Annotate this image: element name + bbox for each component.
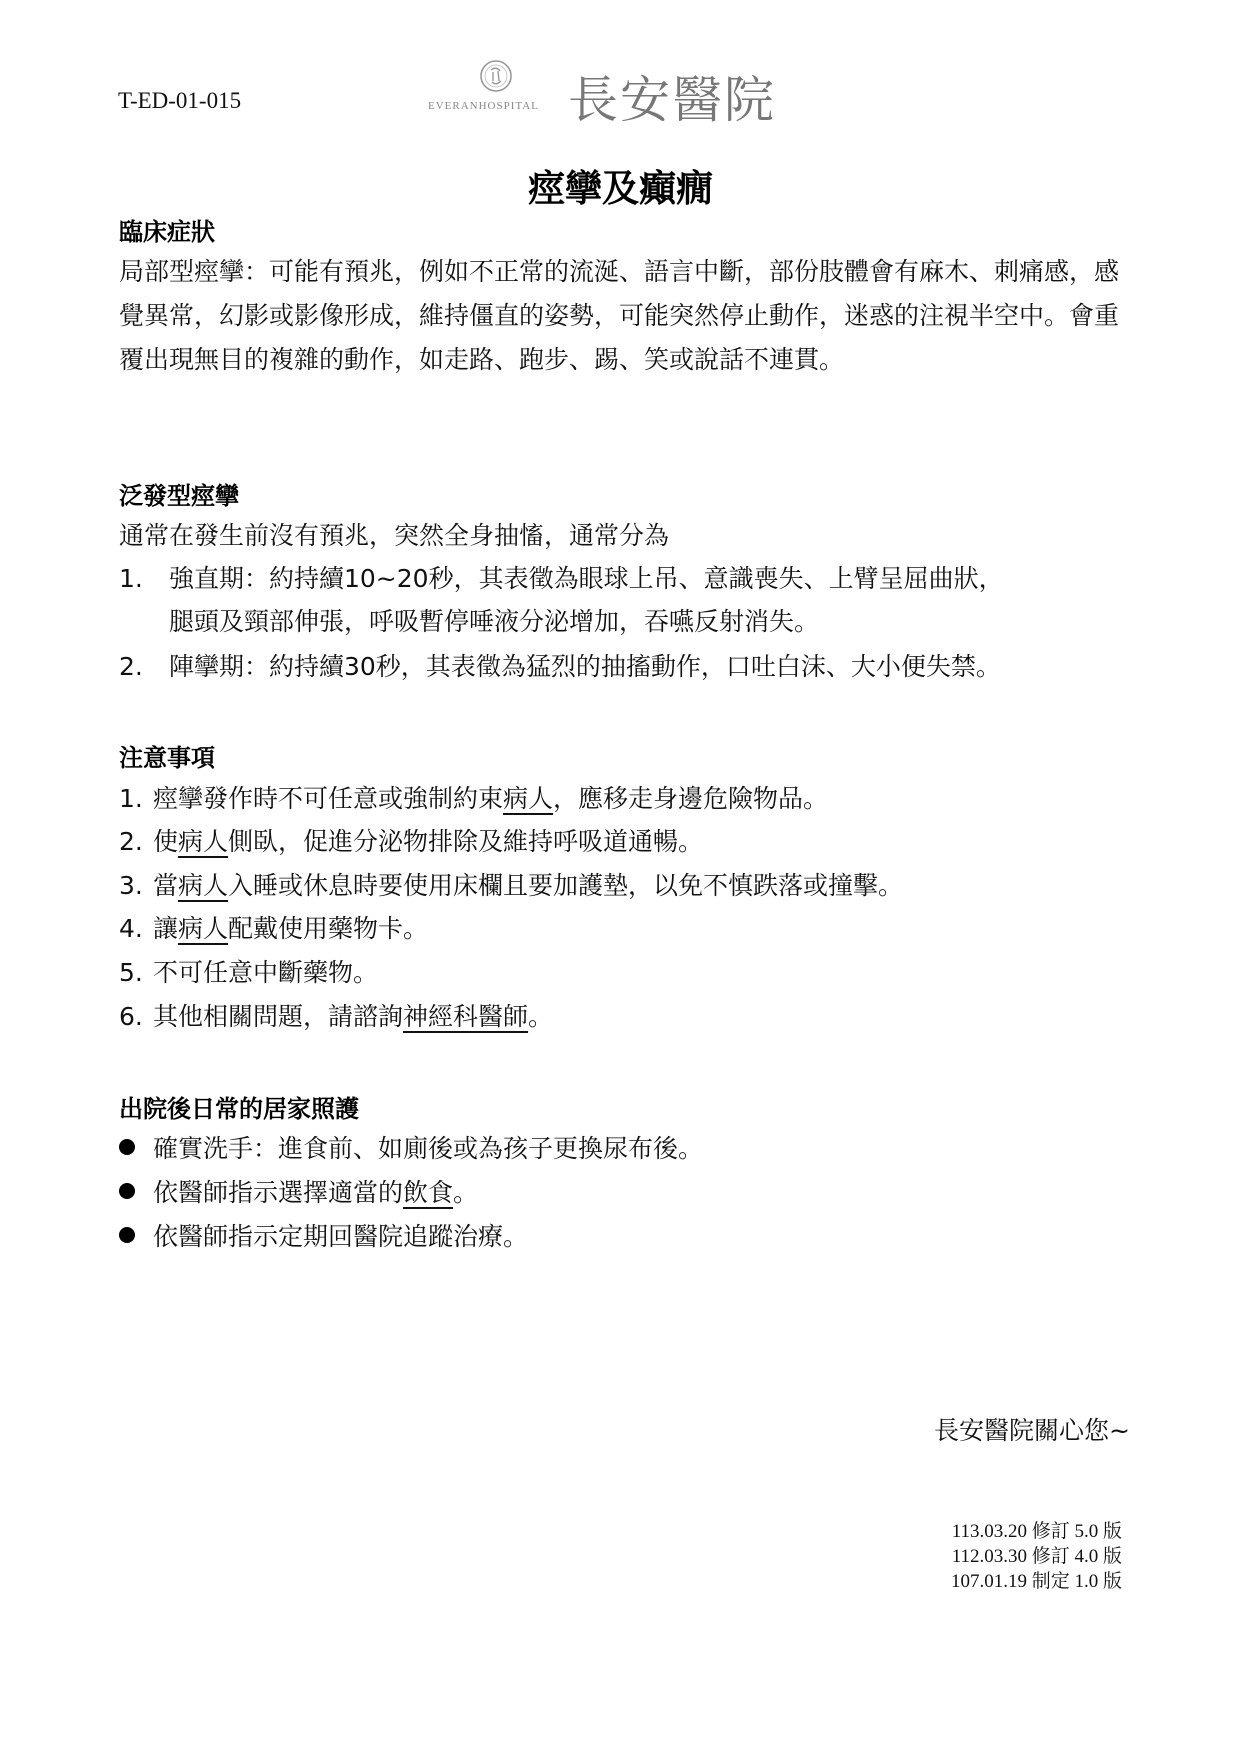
list-number: 4. [119, 914, 143, 943]
revision-line: 113.03.20 修訂 5.0 版 [951, 1521, 1122, 1542]
list-item [119, 953, 378, 989]
generalized-intro: 通常在發生前沒有預兆，突然全身抽慉，通常分為 [119, 521, 670, 550]
list-text: 陣攣期：約持續30秒，其表徵為猛烈的抽搐動作，口吐白沫、大小便失禁。 [169, 652, 1001, 681]
bullet-text: 依醫師指示定期回醫院追蹤治療。 [153, 1222, 529, 1251]
list-text: 強直期：約持續10~20秒，其表徵為眼球上吊、意識喪失、上臂呈屈曲狀， [169, 564, 1004, 593]
logo-chinese-name: 長安醫院 [568, 71, 776, 129]
bullet-item [119, 1217, 528, 1253]
bullet-item [119, 1173, 478, 1209]
underlined-term: 病人 [178, 871, 229, 900]
list-item [119, 559, 1004, 595]
list-number: 6. [119, 1002, 143, 1031]
section-heading-precautions: 注意事項 [119, 744, 215, 772]
list-number: 2. [119, 652, 143, 681]
bullet-text: 依醫師指示選擇適當的 [153, 1178, 404, 1207]
symptoms-paragraph: 局部型痙攣：可能有預兆，例如不正常的流涎、語言中斷，部份肢體會有麻木、刺痛感，感覺異常，幻影或影像形成，維持僵直的姿勢，可能突然停止動作，迷惑的注視半空中。會重覆出現無目的複雜的動作，如走路、跑步、踢、笑或說話不連貫。 [119, 257, 1120, 374]
list-text: 不可任意中斷藥物。 [153, 958, 379, 987]
list-text: 讓 [153, 914, 179, 943]
list-text: 。 [528, 1002, 554, 1031]
bullet-text: 。 [453, 1178, 479, 1207]
section-heading-symptoms: 臨床症狀 [119, 218, 215, 246]
hospital-logo [428, 58, 838, 129]
list-item-continuation: 腿頭及頸部伸張，呼吸暫停唾液分泌增加，吞嚥反射消失。 [169, 607, 820, 636]
section-heading-generalized: 泛發型痙攣 [119, 482, 239, 510]
section-heading-home-care: 出院後日常的居家照護 [119, 1095, 359, 1123]
list-text: 入睡或休息時要使用床欄且要加護墊，以免不慎跌落或撞擊。 [228, 871, 904, 900]
bullet-icon [119, 1139, 135, 1155]
list-text: 當 [153, 871, 179, 900]
list-item [119, 822, 703, 858]
underlined-term: 飲食 [403, 1178, 454, 1207]
revision-line: 112.03.30 修訂 4.0 版 [951, 1546, 1122, 1567]
underlined-term: 病人 [178, 914, 229, 943]
list-text: 側臥，促進分泌物排除及維持呼吸道通暢。 [228, 827, 704, 856]
list-item [119, 647, 1001, 683]
list-text: 痙攣發作時不可任意或強制約束 [153, 784, 504, 813]
revision-line: 107.01.19 制定 1.0 版 [950, 1571, 1122, 1592]
bullet-text: 確實洗手：進食前、如廁後或為孩子更換尿布後。 [153, 1134, 704, 1163]
closing-message: 長安醫院關心您~ [934, 1416, 1130, 1445]
list-number: 2. [119, 827, 143, 856]
list-item [119, 779, 828, 815]
hospital-seal-icon [478, 58, 514, 94]
list-text: 配戴使用藥物卡。 [228, 914, 429, 943]
list-number: 3. [119, 871, 143, 900]
document-code: T-ED-01-015 [118, 88, 242, 113]
list-item [119, 909, 428, 945]
underlined-term: 病人 [178, 827, 229, 856]
list-number: 1. [119, 564, 143, 593]
list-text: ，應移走身邊危險物品。 [553, 784, 829, 813]
bullet-icon [119, 1227, 135, 1243]
list-item [119, 997, 553, 1033]
list-number: 1. [119, 784, 143, 813]
underlined-term: 病人 [503, 784, 554, 813]
logo-english-name: EVERANHOSPITAL [428, 100, 539, 112]
list-text: 其他相關問題，請諮詢 [153, 1002, 404, 1031]
list-item [119, 866, 903, 902]
bullet-item [119, 1129, 703, 1165]
bullet-icon [119, 1183, 135, 1199]
list-text: 使 [153, 827, 179, 856]
underlined-term: 神經科醫師 [403, 1002, 529, 1031]
list-number: 5. [119, 958, 143, 987]
document-title: 痙攣及癲癇 [528, 167, 713, 210]
